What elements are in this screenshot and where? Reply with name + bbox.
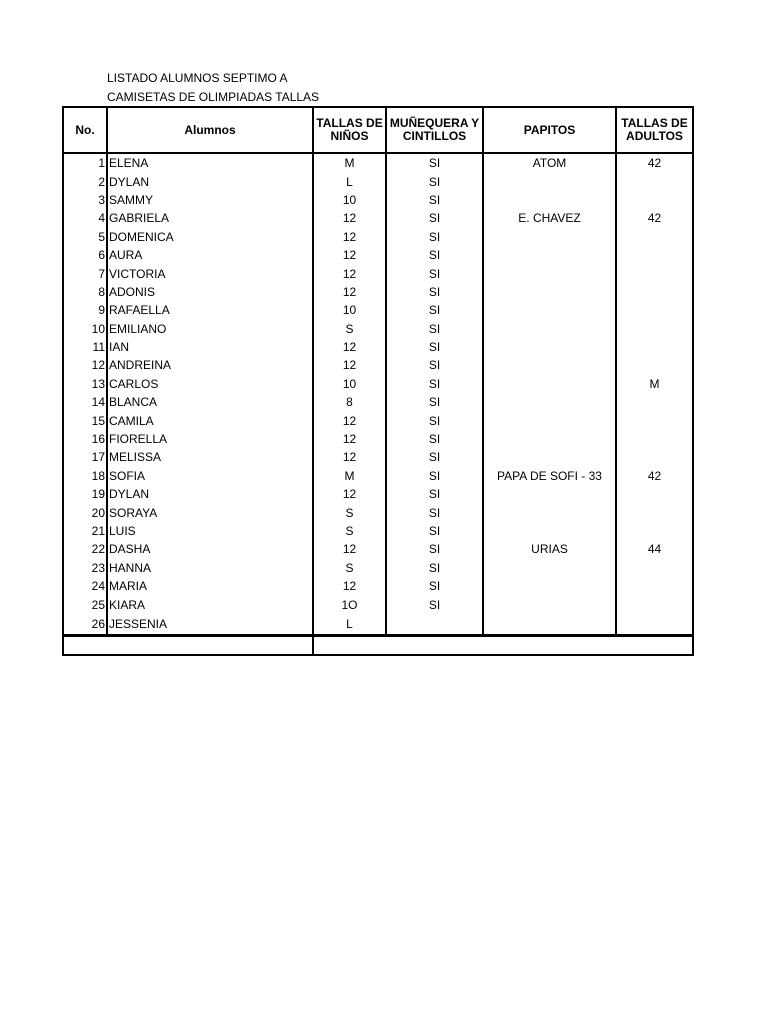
header-munequera [386, 107, 483, 153]
cell-student-name: GABRIELA [107, 209, 313, 227]
cell-talla-adultos: 42 [616, 209, 693, 227]
cell-no: 13 [63, 375, 107, 393]
cell-munequera: SI [386, 467, 483, 485]
cell-student-name: VICTORIA [107, 264, 313, 282]
cell-student-name: ANDREINA [107, 356, 313, 374]
cell-student-name: EMILIANO [107, 320, 313, 338]
cell-student-name: BLANCA [107, 393, 313, 411]
header-no: No. [63, 107, 107, 153]
cell-no: 16 [63, 430, 107, 448]
cell-talla-ninos: L [313, 614, 386, 636]
cell-talla-adultos [616, 430, 693, 448]
header-row [63, 107, 693, 153]
cell-student-name: DOMENICA [107, 228, 313, 246]
cell-no: 3 [63, 191, 107, 209]
document-subtitle: CAMISETAS DE OLIMPIADAS TALLAS [107, 90, 320, 104]
cell-talla-ninos: 10 [313, 191, 386, 209]
cell-munequera: SI [386, 393, 483, 411]
cell-student-name: CARLOS [107, 375, 313, 393]
cell-talla-ninos: L [313, 172, 386, 190]
table-row [63, 153, 693, 172]
cell-papitos: E. CHAVEZ [483, 209, 616, 227]
cell-papitos [483, 356, 616, 374]
cell-no: 17 [63, 448, 107, 466]
cell-talla-adultos [616, 503, 693, 521]
cell-no: 21 [63, 522, 107, 540]
cell-munequera: SI [386, 320, 483, 338]
table-row [63, 172, 693, 190]
cell-papitos: ATOM [483, 153, 616, 172]
cell-munequera: SI [386, 172, 483, 190]
cell-talla-adultos [616, 448, 693, 466]
table-row [63, 191, 693, 209]
cell-papitos [483, 614, 616, 636]
cell-papitos: PAPA DE SOFI - 33 [483, 467, 616, 485]
cell-papitos [483, 246, 616, 264]
cell-talla-ninos: 12 [313, 246, 386, 264]
cell-no: 24 [63, 577, 107, 595]
cell-talla-adultos [616, 264, 693, 282]
header-tallas-ninos [313, 107, 386, 153]
table-row [63, 228, 693, 246]
table-row [63, 577, 693, 595]
cell-no: 2 [63, 172, 107, 190]
cell-munequera: SI [386, 430, 483, 448]
cell-talla-ninos: 12 [313, 448, 386, 466]
cell-papitos [483, 264, 616, 282]
cell-talla-adultos [616, 522, 693, 540]
cell-student-name: ADONIS [107, 283, 313, 301]
table-row [63, 559, 693, 577]
cell-talla-adultos [616, 228, 693, 246]
cell-no: 6 [63, 246, 107, 264]
header-tallas-adultos-line1: TALLAS DE [621, 116, 688, 130]
cell-talla-ninos: M [313, 467, 386, 485]
cell-talla-ninos: S [313, 320, 386, 338]
cell-talla-ninos: 12 [313, 540, 386, 558]
cell-talla-ninos: 12 [313, 338, 386, 356]
cell-talla-ninos: S [313, 503, 386, 521]
table-row [63, 283, 693, 301]
cell-no: 5 [63, 228, 107, 246]
cell-munequera: SI [386, 375, 483, 393]
cell-munequera: SI [386, 485, 483, 503]
cell-talla-ninos: 12 [313, 283, 386, 301]
header-tallas-ninos-line2: NIÑOS [330, 129, 369, 143]
cell-papitos [483, 577, 616, 595]
cell-student-name: ELENA [107, 153, 313, 172]
table-row [63, 393, 693, 411]
cell-talla-adultos [616, 577, 693, 595]
cell-no: 12 [63, 356, 107, 374]
cell-student-name: MARIA [107, 577, 313, 595]
students-table [62, 106, 694, 656]
cell-no: 1 [63, 153, 107, 172]
cell-talla-ninos: S [313, 559, 386, 577]
cell-papitos [483, 522, 616, 540]
cell-student-name: DYLAN [107, 485, 313, 503]
cell-student-name: AURA [107, 246, 313, 264]
cell-munequera: SI [386, 448, 483, 466]
table-row [63, 503, 693, 521]
cell-student-name: FIORELLA [107, 430, 313, 448]
cell-munequera: SI [386, 356, 483, 374]
header-munequera-line2: CINTILLOS [402, 129, 467, 143]
cell-student-name: CAMILA [107, 411, 313, 429]
cell-munequera: SI [386, 540, 483, 558]
cell-papitos [483, 485, 616, 503]
table-row [63, 264, 693, 282]
cell-talla-adultos [616, 614, 693, 636]
cell-munequera: SI [386, 264, 483, 282]
cell-talla-adultos [616, 283, 693, 301]
cell-munequera: SI [386, 246, 483, 264]
table-row [63, 595, 693, 613]
cell-papitos [483, 559, 616, 577]
header-papitos: PAPITOS [483, 107, 616, 153]
cell-talla-ninos: 1O [313, 595, 386, 613]
cell-munequera: SI [386, 503, 483, 521]
cell-student-name: SAMMY [107, 191, 313, 209]
cell-talla-adultos [616, 191, 693, 209]
cell-no: 23 [63, 559, 107, 577]
cell-no: 10 [63, 320, 107, 338]
cell-no: 26 [63, 614, 107, 636]
cell-talla-adultos: 42 [616, 467, 693, 485]
cell-papitos [483, 228, 616, 246]
cell-student-name: LUIS [107, 522, 313, 540]
cell-munequera: SI [386, 411, 483, 429]
table-row [63, 320, 693, 338]
cell-talla-ninos: 12 [313, 356, 386, 374]
cell-papitos [483, 338, 616, 356]
cell-papitos [483, 172, 616, 190]
cell-papitos [483, 411, 616, 429]
cell-papitos [483, 503, 616, 521]
cell-munequera: SI [386, 209, 483, 227]
cell-student-name: SORAYA [107, 503, 313, 521]
cell-talla-ninos: S [313, 522, 386, 540]
cell-no: 25 [63, 595, 107, 613]
cell-student-name: JESSENIA [107, 614, 313, 636]
table-row [63, 375, 693, 393]
cell-papitos [483, 283, 616, 301]
cell-papitos [483, 320, 616, 338]
table-row [63, 448, 693, 466]
cell-papitos [483, 301, 616, 319]
cell-papitos [483, 191, 616, 209]
cell-talla-adultos: M [616, 375, 693, 393]
cell-no: 14 [63, 393, 107, 411]
cell-talla-adultos [616, 595, 693, 613]
cell-talla-adultos [616, 559, 693, 577]
footer-row [63, 635, 693, 655]
cell-talla-ninos: 10 [313, 375, 386, 393]
cell-talla-adultos [616, 301, 693, 319]
cell-student-name: DASHA [107, 540, 313, 558]
cell-talla-adultos [616, 320, 693, 338]
cell-munequera: SI [386, 522, 483, 540]
cell-no: 18 [63, 467, 107, 485]
cell-talla-ninos: M [313, 153, 386, 172]
cell-talla-adultos: 44 [616, 540, 693, 558]
cell-munequera: SI [386, 301, 483, 319]
table-row [63, 540, 693, 558]
footer-cell-right [313, 635, 693, 655]
cell-papitos [483, 430, 616, 448]
header-tallas-adultos-line2: ADULTOS [626, 129, 683, 143]
table-row [63, 338, 693, 356]
cell-no: 22 [63, 540, 107, 558]
cell-talla-ninos: 12 [313, 264, 386, 282]
header-alumnos: Alumnos [107, 107, 313, 153]
cell-talla-ninos: 12 [313, 430, 386, 448]
cell-talla-adultos [616, 393, 693, 411]
header-munequera-line1: MUÑEQUERA Y [389, 116, 480, 130]
cell-student-name: IAN [107, 338, 313, 356]
cell-papitos: URIAS [483, 540, 616, 558]
header-tallas-ninos-line1: TALLAS DE [316, 116, 383, 130]
footer-cell-left [63, 635, 313, 655]
table-row [63, 246, 693, 264]
cell-munequera: SI [386, 153, 483, 172]
cell-munequera: SI [386, 228, 483, 246]
table-row [63, 209, 693, 227]
cell-no: 9 [63, 301, 107, 319]
document-title: LISTADO ALUMNOS SEPTIMO A [107, 71, 288, 85]
table-row [63, 301, 693, 319]
cell-munequera [386, 614, 483, 636]
cell-talla-ninos: 12 [313, 577, 386, 595]
cell-talla-adultos [616, 246, 693, 264]
cell-talla-ninos: 12 [313, 411, 386, 429]
cell-no: 19 [63, 485, 107, 503]
cell-talla-ninos: 8 [313, 393, 386, 411]
cell-talla-ninos: 12 [313, 209, 386, 227]
cell-talla-adultos [616, 485, 693, 503]
cell-no: 8 [63, 283, 107, 301]
cell-student-name: HANNA [107, 559, 313, 577]
cell-munequera: SI [386, 283, 483, 301]
cell-talla-adultos [616, 411, 693, 429]
cell-student-name: DYLAN [107, 172, 313, 190]
cell-talla-ninos: 12 [313, 228, 386, 246]
cell-talla-adultos: 42 [616, 153, 693, 172]
table-row [63, 614, 693, 636]
cell-munequera: SI [386, 595, 483, 613]
header-tallas-adultos [616, 107, 693, 153]
table-row [63, 411, 693, 429]
cell-no: 11 [63, 338, 107, 356]
table-row [63, 522, 693, 540]
cell-no: 7 [63, 264, 107, 282]
table-row [63, 356, 693, 374]
cell-student-name: MELISSA [107, 448, 313, 466]
cell-munequera: SI [386, 559, 483, 577]
cell-munequera: SI [386, 191, 483, 209]
table-row [63, 467, 693, 485]
table-row [63, 430, 693, 448]
cell-talla-adultos [616, 338, 693, 356]
table-body [63, 153, 693, 635]
cell-papitos [483, 375, 616, 393]
cell-talla-ninos: 10 [313, 301, 386, 319]
cell-munequera: SI [386, 577, 483, 595]
cell-no: 20 [63, 503, 107, 521]
cell-papitos [483, 448, 616, 466]
cell-no: 15 [63, 411, 107, 429]
cell-talla-adultos [616, 172, 693, 190]
cell-no: 4 [63, 209, 107, 227]
cell-papitos [483, 393, 616, 411]
cell-munequera: SI [386, 338, 483, 356]
cell-student-name: RAFAELLA [107, 301, 313, 319]
cell-papitos [483, 595, 616, 613]
cell-talla-ninos: 12 [313, 485, 386, 503]
cell-student-name: KIARA [107, 595, 313, 613]
cell-talla-adultos [616, 356, 693, 374]
table-row [63, 485, 693, 503]
cell-student-name: SOFIA [107, 467, 313, 485]
